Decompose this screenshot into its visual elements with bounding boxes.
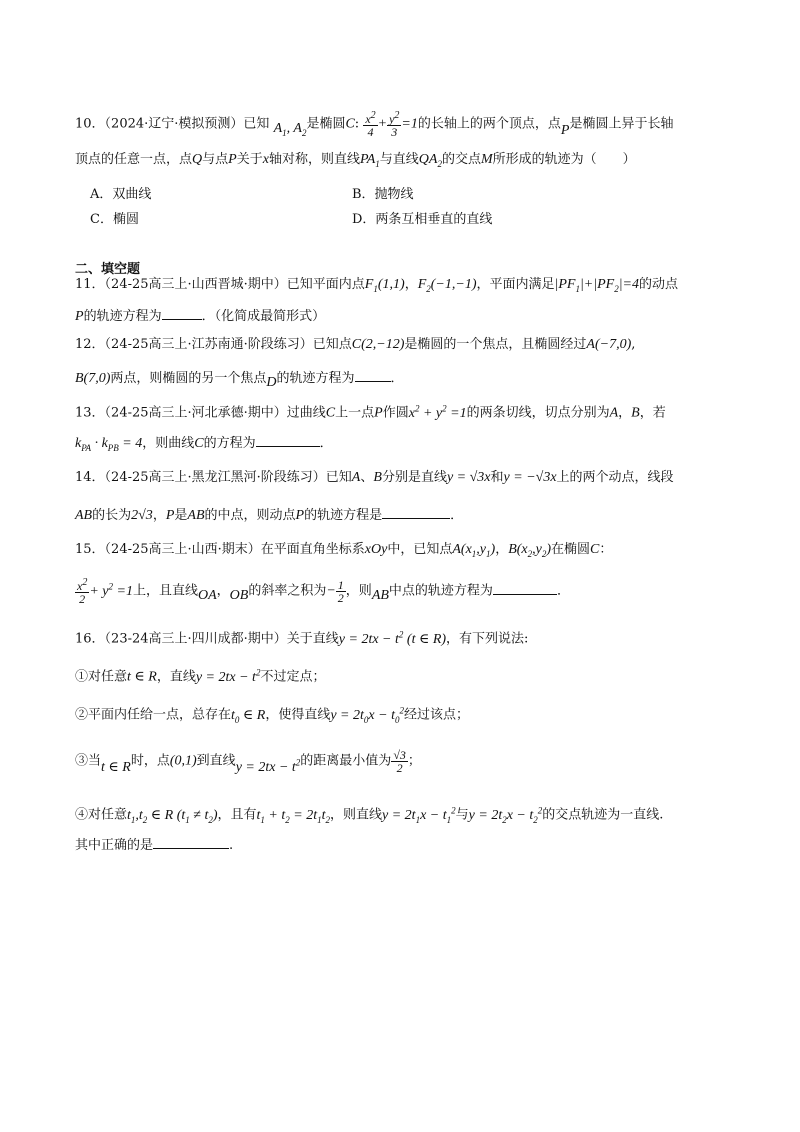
q16-text: 到直线 bbox=[196, 753, 236, 769]
answer-blank[interactable] bbox=[153, 834, 229, 849]
q12-text: 的轨迹方程为 bbox=[276, 371, 355, 386]
q16-statement-2: ②平面内任给一点，总存在$t_0$ ∈ R，使得直线$y = 2t_0x - t_0^2$经过该点； bbox=[75, 705, 469, 725]
q10-text: 轴对称，则直线 bbox=[268, 152, 360, 167]
q16-text: ，则直线 bbox=[330, 807, 383, 823]
q10-number: 10． bbox=[75, 116, 105, 132]
q13-text: 13．（24-25高三上·河北承德·期中）过曲线 bbox=[75, 405, 326, 421]
q10-option-a: A．双曲线 bbox=[90, 187, 152, 202]
q14-text: 的长为 bbox=[92, 508, 132, 523]
q14-text: 的轨迹方程是 bbox=[304, 508, 383, 523]
q13-text: ． bbox=[319, 436, 333, 451]
q10-text: 的交点 bbox=[441, 152, 481, 167]
section-title: 二、填空题 bbox=[75, 262, 141, 277]
q13-text: 上一点 bbox=[335, 405, 375, 421]
math-expr: C bbox=[345, 116, 355, 132]
q16-text: 经过该点； bbox=[403, 707, 469, 723]
math-fraction: $\frac{√3}{2}$ bbox=[393, 747, 406, 775]
q11-text: ，平面内满足 bbox=[476, 277, 555, 292]
q15-text: 15．（24-25高三上·山西·期末）在平面直角坐标系 bbox=[75, 542, 365, 557]
q10-text: 关于 bbox=[236, 152, 263, 167]
q14-text: 是 bbox=[174, 508, 188, 523]
q11-text: 的动点 bbox=[639, 277, 679, 292]
q12-text: ． bbox=[390, 371, 404, 386]
q16-text: ④对任意 bbox=[75, 807, 128, 823]
q16-text: ，使得直线 bbox=[265, 707, 331, 723]
q15-text: 上，且直线 bbox=[132, 583, 198, 599]
math-fraction: $\frac{x^2}{2}$ bbox=[77, 577, 88, 607]
q11-line1: 11．（24-25高三上·山西晋城·期中）已知平面内点$F_1(1,1)$，$F_2(-1,-1)$，平面内满足$|PF_1|+|PF_2|=4$的动点 bbox=[75, 277, 679, 294]
q14-line1: 14．（24-25高三上·黑龙江黑河·阶段练习）已知A、B分别是直线y = √3x和y = −√3x上的两个动点，线段 bbox=[75, 470, 674, 485]
q12-line2: B(7,0)两点，则椭圆的另一个焦点D的轨迹方程为 ． bbox=[75, 367, 404, 389]
q10-text: 是椭圆 bbox=[306, 116, 346, 132]
q16-text: 不过定点； bbox=[260, 669, 326, 685]
q15-text: ，则 bbox=[345, 583, 372, 599]
math-fraction: $\frac{x^2}{4}$ bbox=[365, 110, 376, 139]
q14-text: 14．（24-25高三上·黑龙江黑河·阶段练习）已知 bbox=[75, 470, 352, 485]
q11-text: ．（化简成最简形式） bbox=[201, 309, 326, 324]
q10-text: 所形成的轨迹为（ ） bbox=[492, 152, 636, 167]
q16-text: ①对任意 bbox=[75, 669, 128, 685]
q10-text: 的长轴上的两个顶点，点 bbox=[417, 116, 561, 132]
q16-statement-4: ④对任意$t_1,t_2$ ∈ R $(t_1 \ne t_2)$，且有$t_1 + t_2 = 2t_1t_2$，则直线$y = 2t_1x - t_1^2$与$y = 2t_2x - t_2^2$的交点轨迹为一直线. bbox=[75, 805, 664, 825]
answer-blank[interactable] bbox=[355, 367, 391, 382]
q16-text: ； bbox=[407, 753, 421, 769]
q13-text: ，则曲线 bbox=[142, 436, 195, 451]
q14-line2: AB的长为2√3，P是AB的中点，则动点P的轨迹方程是 ． bbox=[75, 504, 463, 526]
math-fraction: $\frac{y^2}{3}$ bbox=[389, 110, 400, 139]
q10-text: 顶点的任意一点，点 bbox=[75, 152, 193, 167]
math-fraction: $\frac{1}{2}$ bbox=[337, 577, 344, 605]
q14-text: ， bbox=[152, 508, 166, 523]
q12-text: 两点，则椭圆的另一个焦点 bbox=[110, 371, 267, 386]
q10-option-d: D．两条互相垂直的直线 bbox=[352, 212, 493, 227]
answer-blank[interactable] bbox=[162, 305, 202, 320]
q12-text: 是椭圆的一个焦点，且椭圆经过 bbox=[404, 337, 587, 352]
q16-text: ，直线 bbox=[156, 669, 196, 685]
q10-line2: 顶点的任意一点，点Q与点P关于x轴对称，则直线$PA_1$与直线$QA_2$的交点M所形成的轨迹为（ ） bbox=[75, 152, 636, 169]
q11-text: 的轨迹方程为 bbox=[83, 309, 162, 324]
q10-text: 已知 bbox=[243, 116, 270, 132]
q16-line1: 16．（23-24高三上·四川成都·期中）关于直线$y = 2tx - t^2$ (t ∈ R)，有下列说法: bbox=[75, 629, 529, 647]
q16-text: . bbox=[229, 838, 234, 853]
q10-line1: 10．（2024·辽宁·模拟预测）已知 $A_1$, $A_2$是椭圆C: $\frac{x^2}{4}$ + $\frac{y^2}{3}$ =1的长轴上的两个顶点，点P是椭圆上异于长轴 bbox=[75, 110, 674, 139]
answer-blank[interactable] bbox=[382, 504, 450, 519]
q16-text: ③当 bbox=[75, 753, 102, 769]
q16-text: ②平面内任给一点，总存在 bbox=[75, 707, 232, 723]
q16-statement-1: ①对任意t ∈ R，直线$y = 2tx - t^2$不过定点； bbox=[75, 667, 326, 685]
q16-statement-3: ③当t ∈ R时，点(0,1)到直线$y = 2tx - t^2$的距离最小值为 $\frac{√3}{2}$ ； bbox=[75, 747, 421, 775]
q15-text: 的斜率之积为 bbox=[248, 583, 327, 599]
q15-text: ． bbox=[556, 583, 570, 599]
q15-line2: $\frac{x^2}{2}$ + $y^2 =1$上，且直线OA，OB的斜率之积为− $\frac{1}{2}$ ，则AB中点的轨迹方程为 ． bbox=[77, 577, 570, 607]
q10-text: 与直线 bbox=[379, 152, 419, 167]
q14-text: ． bbox=[450, 508, 464, 523]
q10-option-c: C．椭圆 bbox=[90, 212, 139, 227]
q13-line1: 13．（24-25高三上·河北承德·期中）过曲线C上一点P作圆$x^2 + y^2 =1$的两条切线，切点分别为A，B，若 bbox=[75, 403, 666, 421]
q15-text: 中点的轨迹方程为 bbox=[388, 583, 493, 599]
q12-text: 12．（24-25高三上·江苏南通·阶段练习）已知点 bbox=[75, 337, 352, 352]
q12-line1: 12．（24-25高三上·江苏南通·阶段练习）已知点C(2,−12)是椭圆的一个焦点，且椭圆经过A(−7,0), bbox=[75, 337, 636, 352]
q11-text: 11．（24-25高三上·山西晋城·期中）已知平面内点 bbox=[75, 277, 365, 292]
q15-text: 在椭圆 bbox=[551, 542, 591, 557]
q14-text: 和 bbox=[490, 470, 504, 485]
q10-source: （2024·辽宁·模拟预测） bbox=[104, 116, 244, 132]
q13-text: 作圆 bbox=[382, 405, 409, 421]
q16-text: 的交点轨迹为一直线. bbox=[542, 807, 664, 823]
q14-text: 分别是直线 bbox=[381, 470, 447, 485]
math-expr: $A_1$, $A_2$ bbox=[273, 120, 307, 138]
q10-text: 是椭圆上异于长轴 bbox=[569, 116, 674, 132]
q13-text: ，若 bbox=[639, 405, 666, 421]
q14-text: 的中点，则动点 bbox=[204, 508, 296, 523]
q16-text: 时，点 bbox=[130, 753, 170, 769]
q10-option-b: B．抛物线 bbox=[352, 187, 414, 202]
q16-text: 其中正确的是 bbox=[75, 838, 154, 853]
answer-blank[interactable] bbox=[256, 432, 320, 447]
q13-text: 的两条切线，切点分别为 bbox=[466, 405, 610, 421]
q15-text: 中，已知点 bbox=[387, 542, 453, 557]
q15-line1: 15．（24-25高三上·山西·期末）在平面直角坐标系xOy中，已知点$A(x_1,y_1)$，$B(x_2,y_2)$在椭圆C： bbox=[75, 542, 613, 559]
q16-text: 的距离最小值为 bbox=[300, 753, 392, 769]
q14-text: 上的两个动点，线段 bbox=[556, 470, 674, 485]
q16-text: 16．（23-24高三上·四川成都·期中）关于直线 bbox=[75, 631, 339, 647]
q16-text: 与 bbox=[455, 807, 469, 823]
q13-line2: $k_{PA} \cdot k_{PB} = 4$，则曲线C的方程为 ． bbox=[75, 432, 333, 458]
q11-line2: P的轨迹方程为 ．（化简成最简形式） bbox=[75, 305, 325, 327]
q10-text: 与点 bbox=[202, 152, 229, 167]
q16-text: ，且有 bbox=[217, 807, 257, 823]
q13-text: 的方程为 bbox=[203, 436, 256, 451]
q16-final bbox=[75, 834, 233, 856]
q16-text: ，有下列说法: bbox=[446, 631, 529, 647]
answer-blank[interactable] bbox=[493, 580, 557, 595]
